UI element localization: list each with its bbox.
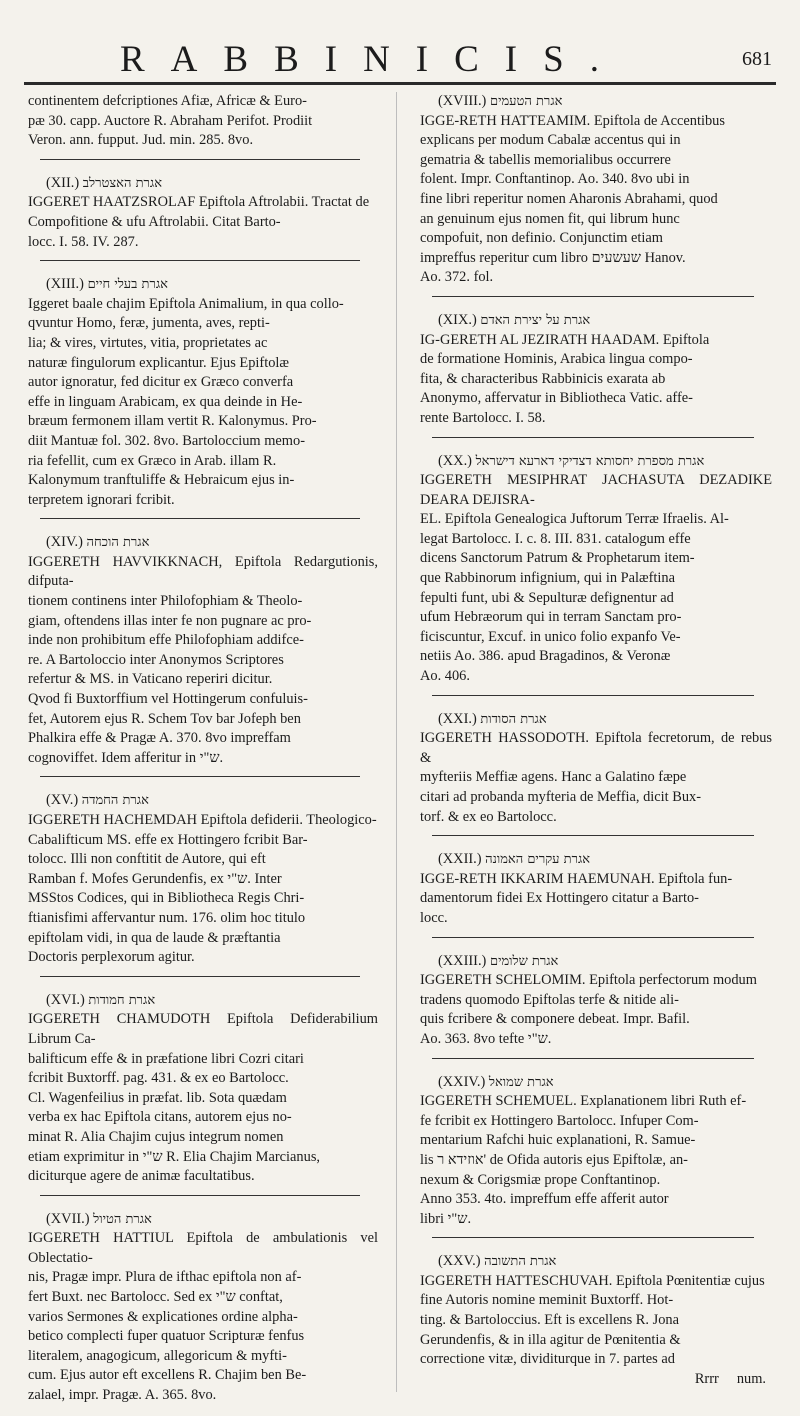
signature-mark: Rrrr	[694, 1370, 719, 1387]
entry-xix	[420, 311, 772, 429]
text-line: Ao. 363. 8vo tefte ש"י.	[420, 1030, 552, 1047]
catchword	[420, 1370, 772, 1390]
entry-separator	[40, 976, 360, 977]
text-line: libri ש"י.	[420, 1210, 472, 1227]
entry-number: (XXI.)	[438, 710, 477, 727]
entry-separator	[40, 776, 360, 777]
entry-xv	[28, 791, 378, 967]
text-line: IGGERET HAATZSROLAF Epiftola Aftrolabii. Tractat de	[28, 194, 370, 211]
text-line: legat Bartolocc. I. c. 8. III. 831. catalogum effe	[420, 530, 691, 547]
text-line: Ao. 372. fol.	[420, 269, 494, 286]
entry-separator	[40, 159, 360, 160]
text-line: ftianisfimi affervantur num. 176. olim hoc titulo	[28, 909, 306, 926]
text-line: giam, oftendens illas inter fe non pugnare ac pro-	[28, 612, 312, 629]
text-line: diit Mantuæ fol. 302. 8vo. Bartoloccium memo-	[28, 432, 305, 449]
hebrew-title: אגרת הוכחה	[86, 535, 150, 551]
catchword-text: num.	[736, 1370, 766, 1387]
entry-separator	[432, 1058, 754, 1059]
text-line: IGGERETH HATTESCHUVAH. Epiftola Pœnitentiæ cujus	[420, 1272, 765, 1289]
text-line: continentem defcriptiones Afiæ, Africæ & Euro-	[28, 93, 307, 109]
entry-heading	[420, 92, 772, 112]
text-line: Cl. Wagenfeilius in præfat. lib. Sota quædam	[28, 1089, 287, 1106]
text-line: gematria & tabellis memorialibus occurrere	[420, 151, 671, 168]
entry-xxiii	[420, 952, 772, 1050]
text-line: folent. Impr. Conftantinop. Ao. 340. 8vo ubi in	[420, 171, 690, 188]
text-line: betico complecti fuper quatuor Scripturæ fenfus	[28, 1328, 305, 1345]
text-line: explicans per modum Cabalæ accentus qui in	[420, 132, 681, 149]
hebrew-title: אגרת הטעמים	[489, 94, 563, 109]
hebrew-title: אגרת שמואל	[488, 1074, 554, 1090]
text-line: Veron. ann. fupput. Jud. min. 285. 8vo.	[28, 132, 254, 149]
entry-number: (XV.)	[46, 792, 79, 809]
text-line: qvuntur Homo, feræ, jumenta, aves, repti-	[28, 315, 270, 332]
entry-heading	[420, 1252, 772, 1272]
text-line: diciturque agere de animæ facultatibus.	[28, 1168, 255, 1185]
text-line: impreffus reperitur cum libro שעשעים Hanov.	[420, 249, 686, 266]
entry-separator	[432, 835, 754, 836]
text-line: Anno 353. 4to. impreffum effe afferit autor	[420, 1191, 669, 1208]
text-line: nis, Pragæ impr. Plura de ifthac epiftola non af-	[28, 1269, 302, 1286]
entry-separator	[432, 937, 754, 938]
text-line: Compofitione & ufu Aftrolabii. Citat Barto-	[28, 213, 281, 230]
text-line: Doctoris perplexorum agitur.	[28, 949, 195, 966]
text-line: tradens quomodo Epiftolas terfe & nitide ali-	[420, 991, 679, 1008]
entry-heading	[420, 311, 772, 331]
entry-number: (XVI.)	[46, 991, 85, 1008]
hebrew-title: אגרת החמדה	[81, 793, 149, 809]
entry-separator	[432, 695, 754, 696]
hebrew-title: אגרת התשובה	[484, 1254, 557, 1270]
entry-separator	[40, 518, 360, 519]
text-line: naturæ fingulorum explicantur. Ejus Epiftolæ	[28, 354, 289, 371]
entry-heading	[420, 452, 772, 472]
entry-heading	[28, 991, 378, 1011]
entry-separator	[432, 1237, 754, 1238]
entry-heading	[28, 533, 378, 553]
text-line: quis fcribere & componere debeat. Impr. Bafil.	[420, 1011, 690, 1028]
text-line: fine Autoris nomine meminit Buxtorff. Hot-	[420, 1292, 674, 1309]
running-head	[0, 36, 800, 80]
entry-xviii	[420, 92, 772, 288]
entry-xii	[28, 174, 378, 252]
text-line: Phalkira effe & Pragæ A. 370. 8vo impreffam	[28, 730, 291, 747]
text-line: EL. Epiftola Genealogica Juftorum Terræ Ifraelis. Al-	[420, 511, 729, 528]
hebrew-title: אגרת הסודות	[480, 711, 547, 727]
text-line: literalem, anagogicum, allegoricum & myfti-	[28, 1347, 287, 1364]
text-line: fert Buxt. nec Bartolocc. Sed ex ש"י conftat,	[28, 1289, 283, 1306]
text-line: MSStos Codices, qui in Bibliotheca Regis Chri-	[28, 890, 305, 907]
entry-xx	[420, 452, 772, 687]
hebrew-title: אגרת שלומים	[489, 953, 559, 969]
entry-xxii	[420, 850, 772, 928]
entry-xxiv	[420, 1073, 772, 1230]
text-line: inde non prohibitum effe Philofophiam addifce-	[28, 632, 304, 649]
text-line: que Rabbinorum infignium, qui in Palæftina	[420, 570, 676, 587]
text-line: lia; & vires, virtutes, vitia, proprietates ac	[28, 334, 268, 351]
text-line: etiam exprimitur in ש"י R. Elia Chajim Marcianus,	[28, 1148, 321, 1165]
entry-heading	[420, 710, 772, 730]
text-line: IGGERETH MESIPHRAT JACHASUTA DEZADIKE DEARA DEJISRA-	[420, 472, 772, 508]
text-line: tolocc. Illi non conftitit de Autore, qui eft	[28, 851, 266, 868]
text-line: Ao. 406.	[420, 668, 470, 685]
text-line: verba ex hac Epiftola citans, autorem ejus no-	[28, 1109, 292, 1126]
text-line: compofuit, non definio. Conjunctim etiam	[420, 230, 664, 247]
text-line: lis אוזידא ר' de Ofida autoris ejus Epiftolæ, an-	[420, 1151, 688, 1168]
entry-xvii	[28, 1210, 378, 1406]
text-line: autor ignoratur, fed dicitur ex Græco converfa	[28, 374, 294, 391]
text-line: ria fefellit, cum ex Græco in Arab. illam R.	[28, 452, 277, 469]
text-line: locc.	[420, 909, 448, 926]
entry-number: (XVIII.)	[438, 93, 487, 109]
text-line: rente Bartolocc. I. 58.	[420, 409, 546, 426]
entry-xiii	[28, 275, 378, 510]
entry-number: (XIV.)	[46, 534, 83, 551]
entry-separator	[432, 296, 754, 297]
text-line: mentarium Rafchi huic explanationi, R. Samue-	[420, 1132, 696, 1149]
hebrew-title: אגרת הטיול	[93, 1211, 152, 1227]
entry-number: (XXV.)	[438, 1253, 481, 1270]
text-line: fepulti funt, ubi & Sepulturæ defignentur ad	[420, 589, 674, 606]
text-line: IGGERETH HACHEMDAH Epiftola defiderii. Theologico-	[28, 812, 377, 828]
entry-heading	[28, 174, 378, 194]
text-line: myfteriis Meffiæ agens. Hanc a Galatino fæpe	[420, 769, 687, 786]
text-line: balifticum effe & in præfatione libri Cozri citari	[28, 1050, 304, 1067]
entry-xxi	[420, 710, 772, 828]
text-line: IGGE-RETH HATTEAMIM. Epiftola de Accentibus	[420, 112, 725, 129]
text-line: minat R. Alia Chajim cujus integrum nomen	[28, 1128, 284, 1145]
entry-number: (XIX.)	[438, 311, 477, 328]
text-line: Qvod fi Buxtorffium vel Hottingerum confuluis-	[28, 691, 308, 708]
text-line: cum. Ejus autor eft excellens R. Chajim ben Be-	[28, 1367, 307, 1384]
entry-number: (XX.)	[438, 452, 472, 469]
text-line: nexum & Corigsmiæ prope Conftantinop.	[420, 1171, 661, 1188]
text-line: terpretem ignorari fcribit.	[28, 491, 175, 508]
text-line: damentorum fidei Ex Hottingero citatur a Barto-	[420, 890, 699, 907]
hebrew-title: אגרת על יצירת האדם	[480, 312, 591, 328]
text-line: dicens Sanctorum Patrum & Prophetarum item-	[420, 550, 695, 567]
text-line: correctione vitæ, dividiturque in 7. partes ad	[420, 1351, 675, 1368]
left-column	[28, 92, 378, 1414]
entry-number: (XII.)	[46, 174, 80, 191]
text-line: bræum fermonem illam vertit R. Kalonymus. Pro-	[28, 413, 317, 430]
hebrew-title: אגרת מספרת יחסותא דצדיקי דארעא דישראל	[475, 453, 705, 469]
text-line: epiftolam vidi, in qua de laude & præftantia	[28, 929, 281, 946]
text-line: IGGERETH HAVVIKKNACH, Epiftola Redargutionis, difputa-	[28, 553, 378, 590]
running-title: RABBINICIS.	[120, 39, 625, 80]
text-line: IG-GERETH AL JEZIRATH HAADAM. Epiftola	[420, 331, 710, 348]
text-line: IGGERETH SCHELOMIM. Epiftola perfectorum modum	[420, 972, 757, 989]
text-line: varios Sermones & explicationes ordine alpha-	[28, 1308, 298, 1325]
text-line: tionem continens inter Philofophiam & Theolo-	[28, 593, 303, 610]
text-line: fine libri reperitur nomen Aharonis Abrahami, quod	[420, 190, 718, 207]
text-line: Iggeret baale chajim Epiftola Animalium, in qua collo-	[28, 295, 344, 312]
text-line: ufum Hebræorum qui in terram Sanctam pro-	[420, 609, 682, 626]
text-line: citari ad probanda myfteria de Meffia, dicit Bux-	[420, 789, 702, 805]
text-line: IGGERETH HATTIUL Epiftola de ambulationis vel Oblectatio-	[28, 1230, 378, 1266]
text-line: cognoviffet. Idem afferitur in ש"י.	[28, 749, 224, 766]
header-rule	[24, 82, 776, 85]
text-line: IGGE-RETH IKKARIM HAEMUNAH. Epiftola fun-	[420, 870, 733, 887]
text-line: locc. I. 58. IV. 287.	[28, 233, 139, 250]
text-line: an genuinum ejus nomen fit, qui librum hunc	[420, 210, 680, 227]
entry-heading	[420, 850, 772, 870]
entry-heading	[28, 1210, 378, 1230]
text-line: Ramban f. Mofes Gerundenfis, ex ש"י. Inter	[28, 870, 282, 887]
hebrew-title: אגרת בעלי חיים	[87, 277, 168, 293]
entry-number: (XXIV.)	[438, 1073, 486, 1090]
entry-separator	[40, 260, 360, 261]
entry-number: (XXII.)	[438, 851, 482, 868]
text-line: re. A Bartoloccio inter Anonymos Scriptores	[28, 651, 284, 668]
text-line: IGGERETH SCHEMUEL. Explanationem libri Ruth ef-	[420, 1093, 747, 1110]
entry-separator	[432, 437, 754, 438]
text-line: zalael, impr. Pragæ. A. 365. 8vo.	[28, 1387, 217, 1404]
text-line: de formatione Hominis, Arabica lingua compo-	[420, 351, 693, 368]
entry-number: (XVII.)	[46, 1210, 90, 1227]
text-line: fe fcribit ex Hottingero Bartolocc. Infuper Com-	[420, 1112, 699, 1129]
text-line: pæ 30. capp. Auctore R. Abraham Perifot. Prodiit	[28, 112, 313, 129]
right-column	[420, 92, 772, 1397]
text-line: effe in linguam Arabicam, ex qua deinde in He-	[28, 393, 303, 410]
hebrew-title: אגרת עקרים האמונה	[485, 852, 591, 868]
entry-separator	[40, 1195, 360, 1196]
text-line: Kalonymum tranftuliffe & Hebraicum ejus in-	[28, 472, 295, 489]
text-line: fet, Autorem ejus R. Schem Tov bar Jofeph ben	[28, 710, 301, 727]
entry-heading	[28, 791, 378, 811]
text-line: ting. & Bartoloccius. Eft is excellens R. Jona	[420, 1312, 679, 1329]
entry-xxv	[420, 1252, 772, 1389]
text-line: Anonymo, affervatur in Bibliotheca Vatic. affe-	[420, 390, 693, 407]
text-line: torf. & ex eo Bartolocc.	[420, 808, 557, 825]
text-line: Gerundenfis, & in illa agitur de Pœnitentia &	[420, 1331, 681, 1348]
entry-heading	[28, 275, 378, 295]
text-line: Cabalifticum MS. effe ex Hottingero fcribit Bar-	[28, 831, 308, 848]
entry-continuation	[28, 92, 378, 151]
entry-number: (XXIII.)	[438, 952, 487, 969]
entry-xiv	[28, 533, 378, 768]
column-divider	[396, 92, 397, 1392]
text-line: fcribit Buxtorff. pag. 431. & ex eo Bartolocc.	[28, 1070, 289, 1087]
text-line: IGGERETH HASSODOTH. Epiftola fecretorum, de rebus &	[420, 730, 772, 766]
text-line: netiis Ao. 386. apud Bragadinos, & Veronæ	[420, 648, 671, 665]
text-line: refertur & MS. in Vaticano reperiri dicitur.	[28, 671, 273, 688]
hebrew-title: אגרת חמודות	[88, 992, 156, 1008]
text-line: ficiscuntur, Excuf. in unico folio expanfo Ve-	[420, 628, 681, 645]
entry-xvi	[28, 991, 378, 1187]
entry-heading	[420, 1073, 772, 1093]
hebrew-title: אגרת האצטרלב	[82, 175, 162, 191]
entry-heading	[420, 952, 772, 972]
text-line: fita, & characteribus Rabbinicis exarata ab	[420, 370, 666, 387]
text-line: IGGERETH CHAMUDOTH Epiftola Defiderabilium Librum Ca-	[28, 1011, 378, 1047]
entry-number: (XIII.)	[46, 276, 84, 293]
page-number: 681	[742, 48, 772, 70]
